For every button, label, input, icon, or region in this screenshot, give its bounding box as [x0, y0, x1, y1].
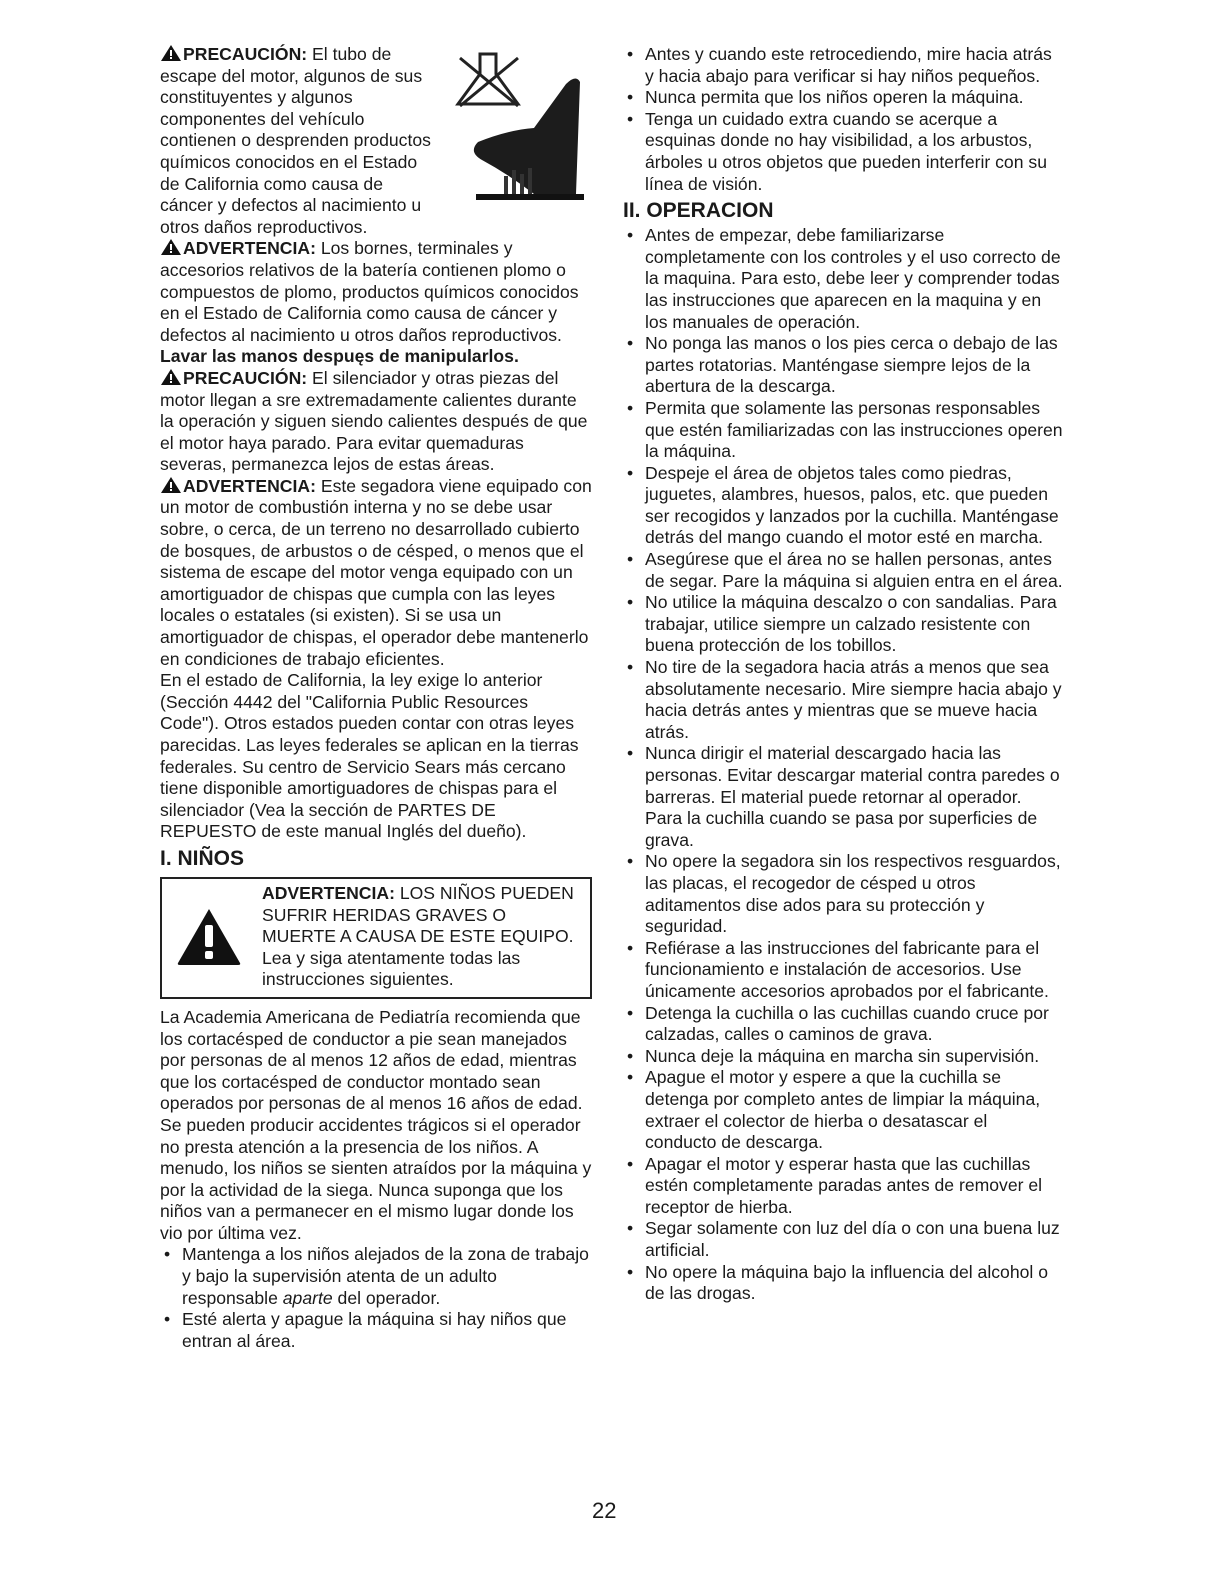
list-item: • No tire de la segadora hacia atrás a menos que sea absolutamente necesario. Mire siempre hacia abajo y hacia detrás antes y mientras que se mueve hacia atrás. [623, 657, 1063, 743]
list-item: • Nunca permita que los niños operen la máquina. [623, 87, 1063, 109]
list-item: • Antes de empezar, debe familiarizarse completamente con los controles y el uso correcto de la maquina. Para esto, debe leer y comprender todas las instrucciones que aparecen en la maquina y en los manuales de operación. [623, 225, 1063, 333]
children-warning-box [160, 877, 592, 999]
california-law-paragraph: En el estado de California, la ley exige lo anterior (Sección 4442 del "California Public Resources Code"). Otros estados pueden contar con otras leyes parecidas. Las leyes federales se aplican en la tierras federales. Su centro de Servicio Sears más cercano tiene disponible amortiguadores de chispas para el silenciador (Vea la sección de PARTES DE REPUESTO de este manual Inglés del dueño). [160, 670, 579, 842]
warning-triangle-icon [160, 44, 182, 62]
list-item: • Nunca deje la máquina en marcha sin supervisión. [623, 1046, 1063, 1068]
list-item: • Mantenga a los niños alejados de la zona de trabajo y bajo la supervisión atenta de un adulto responsable aparte del operador. [160, 1244, 592, 1309]
left-column [160, 44, 592, 1352]
warning-triangle-icon [160, 368, 182, 386]
hand-chemical-hazard-icon [438, 44, 586, 202]
section-heading-ninos: I. NIÑOS [160, 846, 245, 870]
warning-triangle-icon [160, 238, 182, 256]
list-item: • No ponga las manos o los pies cerca o debajo de las partes rotatorias. Manténgase siempre lejos de la abertura de la descarga. [623, 333, 1063, 398]
list-item: • Despeje el área de objetos tales como piedras, juguetes, alambres, huesos, palos, etc. que pueden ser recogidos y lanzados por la cuchilla. Manténgase detrás del mango cuando el motor esté en marcha. [623, 463, 1063, 549]
list-item: • Refiérase a las instrucciones del fabricante para el funcionamiento e instalación de accesorios. Use únicamente accesorios aprobados por el fabricante. [623, 938, 1063, 1003]
list-item: • Permita que solamente las personas responsables que estén familiarizadas con las instrucciones operen la máquina. [623, 398, 1063, 463]
list-item: • Antes y cuando este retrocediendo, mire hacia atrás y hacia abajo para verificar si hay niños pequeños. [623, 44, 1063, 87]
page-number: 22 [592, 1498, 617, 1523]
list-item: • Tenga un cuidado extra cuando se acerque a esquinas donde no hay visibilidad, a los arbustos, árboles u otros objetos que pueden interferir con su línea de visión. [623, 109, 1063, 195]
pediatrics-paragraph: La Academia Americana de Pediatría recomienda que los cortacésped de conductor a pie sean manejados por personas de al menos 12 años de edad, mientras que los cortacésped de conductor montado sean operados por personas de al menos 16 años de edad. [160, 1006, 583, 1114]
battery-warning [160, 238, 592, 368]
warning-triangle-icon [160, 476, 182, 494]
accidents-paragraph: Se pueden producir accidentes trágicos si el operador no presta atención a la presencia de los niños. A menudo, los niños se sienten atraídos por la máquina y por la actividad de la siega. Nunca suponga que los niños van a permanecer en el mismo lugar donde los vio por última vez. [160, 1114, 592, 1243]
list-item: • No opere la segadora sin los respectivos resguardos, las placas, el recogedor de césped u otros aditamentos dise ados para su protección y seguridad. [623, 851, 1063, 937]
list-item: • Asegúrese que el área no se hallen personas, antes de segar. Pare la máquina si alguien entra en el área. [623, 549, 1063, 592]
list-item: • Apague el motor y espere a que la cuchilla se detenga por completo antes de limpiar la máquina, extraer el colector de hierba o desatascar el conducto de descarga. [623, 1067, 1063, 1153]
list-item: • Detenga la cuchilla o las cuchillas cuando cruce por calzadas, calles o caminos de grava. [623, 1003, 1063, 1046]
wash-hands-text: Lavar las manos despuęs de manipularlos. [160, 346, 519, 367]
list-item: • Esté alerta y apague la máquina si hay niños que entran al área. [160, 1309, 592, 1352]
children-bullet-list [160, 1244, 592, 1352]
list-item: • Nunca dirigir el material descargado hacia las personas. Evitar descargar material contra paredes o barreras. El material puede retornar al operador. Para la cuchilla cuando se pasa por superficies de grava. [623, 743, 1063, 851]
list-item: • Apagar el motor y esperar hasta que las cuchillas estén completamente paradas antes de remover el receptor de hierba. [623, 1154, 1063, 1219]
right-column [623, 44, 1063, 1305]
muffler-caution-text: El silenciador y otras piezas del motor llegan a sre extremadamente calientes durante la operación y siguen siendo calientes después de que el motor haya parado. Para evitar quemaduras severas, permanezca lejos de estas áreas. [160, 367, 588, 475]
operation-bullet-list [623, 225, 1063, 1305]
warning-triangle-icon [176, 907, 242, 967]
advertencia-label: ADVERTENCIA: [183, 238, 316, 259]
box-advertencia-label: ADVERTENCIA: [262, 882, 395, 903]
advertencia-label: ADVERTENCIA: [183, 475, 316, 496]
list-item: • No utilice la máquina descalzo o con sandalias. Para trabajar, utilice siempre un calzado resistente con buena protección de los tobillos. [623, 592, 1063, 657]
list-item: • Segar solamente con luz del día o con una buena luz artificial. [623, 1218, 1063, 1261]
box-warning-text: LOS NIÑOS PUEDEN SUFRIR HERIDAS GRAVES O MUERTE A CAUSA DE ESTE EQUIPO. Lea y siga atentamente todas las instrucciones siguientes. [262, 882, 574, 990]
section-heading-operacion: II. OPERACION [623, 199, 774, 223]
precaucion-label: PRECAUCIÓN: [183, 367, 308, 388]
spark-arrester-warning [160, 476, 592, 670]
precaucion-label: PRECAUCIÓN: [183, 44, 308, 64]
list-item: • No opere la máquina bajo la influencia del alcohol o de las drogas. [623, 1262, 1063, 1305]
spark-arrester-text: Este segadora viene equipado con un motor de combustión interna y no se debe usar sobre, o cerca, de un terreno no desarrollado cubierto de bosques, de arbustos o de césped, o menos que el sistema de escape del motor venga equipado con un amortiguador de chispas que cumpla con las leyes locales o estatales (si existen). Si se usa un amortiguador de chispas, el operador debe mantenerlo en condiciones de trabajo eficientes. [160, 475, 592, 669]
precaucion-exhaust-text: El tubo de escape del motor, algunos de sus constituyentes y algunos componentes del vehículo contienen o desprenden productos químicos conocidos en el Estado de California como causa de cáncer y defectos al nacimiento u otros daños reproductivos. [160, 44, 431, 237]
muffler-caution [160, 368, 592, 476]
children-bullet-list-continued [623, 44, 1063, 195]
prop65-warning [160, 44, 592, 238]
battery-warning-text: Los bornes, terminales y accesorios relativos de la batería contienen plomo o compuestos de plomo, productos químicos conocidos en el Estado de California como causa de cáncer y defectos al nacimiento u otros daños reproductivos. [160, 238, 579, 345]
